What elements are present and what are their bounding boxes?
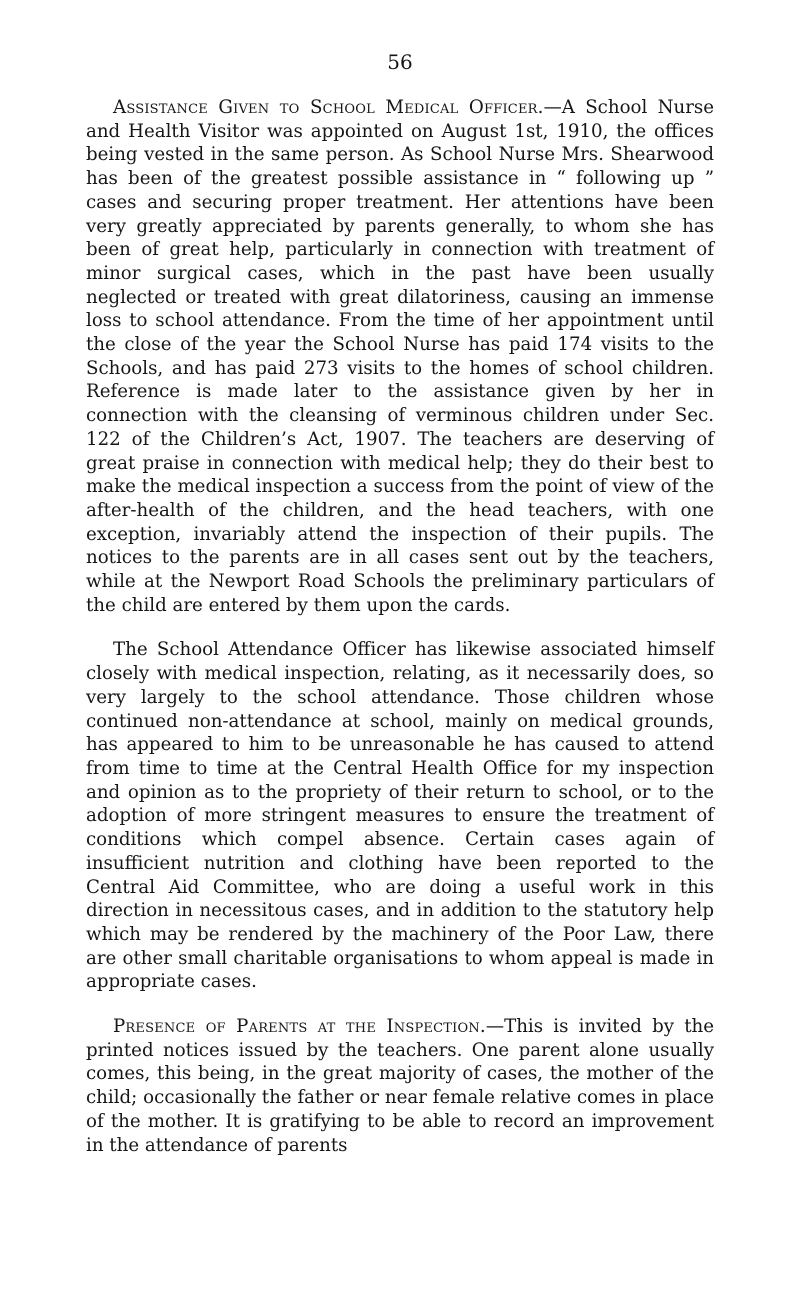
paragraph-school-nurse xyxy=(86,96,714,617)
section-heading-presence: Presence of Parents at the Inspection. xyxy=(113,1016,486,1038)
section-heading-assistance: Assistance Given to School Medical Officer. xyxy=(113,97,544,118)
paragraph-presence-of-parents xyxy=(86,1015,714,1157)
paragraph-text: —This is invited by the printed notices issued by the teachers. One parent alone usually comes, this being, in the great majority of cases, the mother of the child; occasionally the father or near female relative comes in place of the mother. It is gratifying to be able to record an improvement in the attendance of parents xyxy=(86,1016,714,1156)
paragraph-text: —A School Nurse and Health Visitor was appointed on August 1st, 1910, the offices being vested in the same person. As School Nurse Mrs. Shearwood has been of the greatest possible assistance in “ following up ” cases and securing proper treatment. Her attentions have been very greatly appreciated by parents generally, to whom she has been of great help, particularly in connection with treatment of minor surgical cases, which in the past have been usually neglected or treated with great dilatoriness, causing an immense loss to school attendance. From the time of her appointment until the close of the year the School Nurse has paid 174 visits to the Schools, and has paid 273 visits to the homes of school children. Reference is made later to the assistance given by her in connection with the cleansing of verminous children under Sec. 122 of the Children’s Act, 1907. The teachers are deserving of great praise in connection with medical help; they do their best to make the medical inspection a success from the point of view of the after-health of the children, and the head teachers, with one exception, invariably attend the inspection of their pupils. The notices to the parents are in all cases sent out by the teachers, while at the Newport Road Schools the preliminary particulars of the child are entered by them upon the cards. xyxy=(86,97,714,616)
document-page xyxy=(86,48,714,1157)
page-number: 56 xyxy=(387,50,413,74)
paragraph-text: The School Attendance Officer has likewise associated himself closely with medical inspection, relating, as it necessarily does, so very largely to the school attendance. Those children whose continued non-attendance at school, mainly on medical grounds, has appeared to him to be unreasonable he has caused to attend from time to time at the Central Health Office for my inspection and opinion as to the propriety of their return to school, or to the adoption of more stringent measures to ensure the treatment of conditions which compel absence. Certain cases again of insufficient nutrition and clothing have been reported to the Central Aid Committee, who are doing a useful work in this direction in necessitous cases, and in addition to the statutory help which may be rendered by the machinery of the Poor Law, there are other small charitable organisations to whom appeal is made in appropriate cases. xyxy=(86,639,714,993)
paragraph-attendance-officer xyxy=(86,638,714,994)
